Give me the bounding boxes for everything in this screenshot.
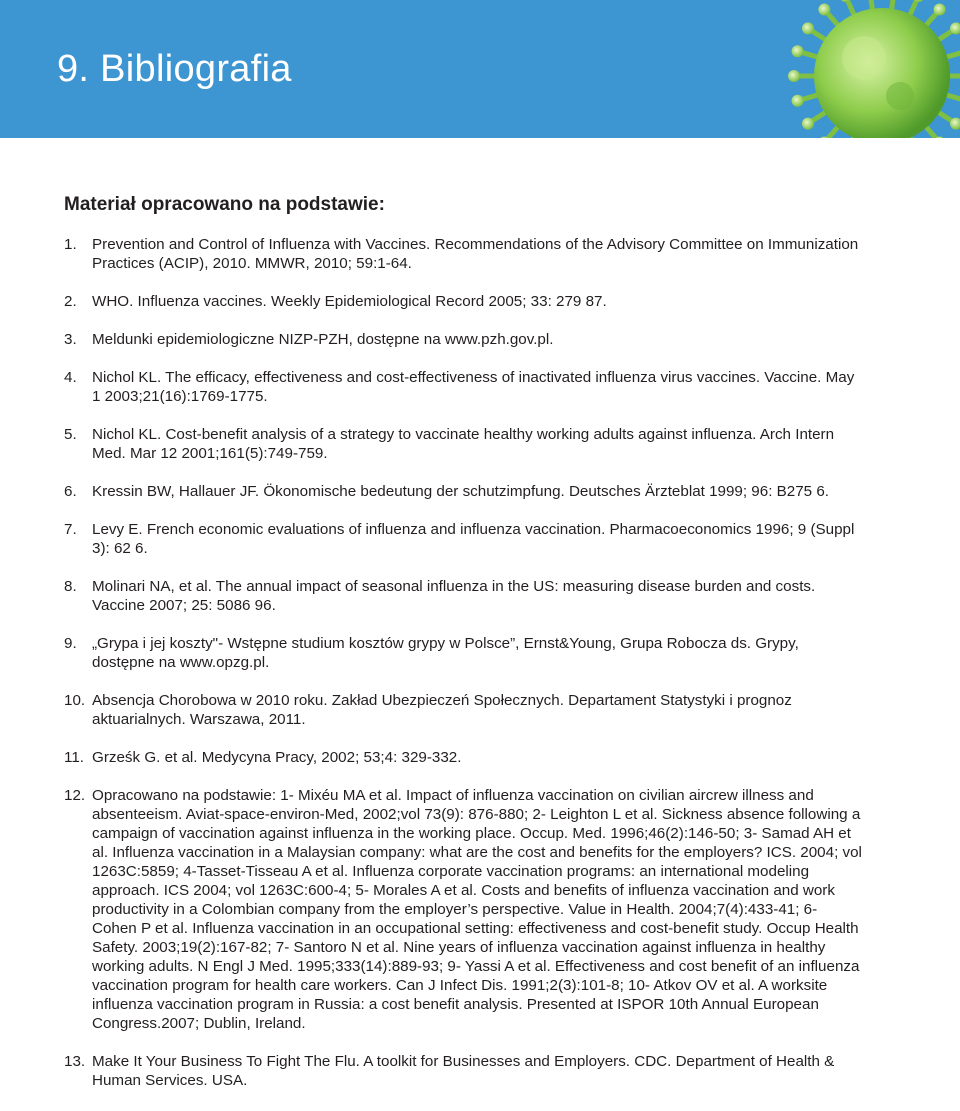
reference-item — [64, 634, 864, 672]
reference-item — [64, 425, 864, 463]
reference-number: 2. — [64, 293, 77, 310]
reference-text: „Grypa i jej koszty"- Wstępne studium kosztów grypy w Polsce”, Ernst&Young, Grupa Robocza ds. Grypy, dostępne na www.opzg.pl. — [92, 635, 799, 671]
reference-item — [64, 292, 864, 311]
reference-item — [64, 691, 864, 729]
reference-number: 1. — [64, 236, 77, 253]
reference-text: Nichol KL. The efficacy, effectiveness and cost-effectiveness of inactivated influenza virus vaccines. Vaccine. May 1 2003;21(16):1769-1775. — [92, 369, 855, 405]
reference-text: Kressin BW, Hallauer JF. Ökonomische bedeutung der schutzimpfung. Deutsches Ärzteblat 1999; 96: B275 6. — [92, 483, 829, 500]
reference-number: 3. — [64, 331, 77, 348]
reference-text: Opracowano na podstawie: 1- Mixéu MA et al. Impact of influenza vaccination on civilian aircrew illness and absenteeism. Aviat-space-environ-Med, 2002;vol 73(9): 876-880; 2- Leighton L et al. Sickness absence following a campaign of vaccination against influenza in the working place. Occup. Med. 1996;46(2):146-50; 3- Samad AH et al. Influenza vaccination in a Malaysian company: what are the cost and benefits for the employers? ICS. 2004; vol 1263C:5859; 4-Tasset-Tisseau A et al. Influenza corporate vaccination programs: an international modeling approach. ICS 2004; vol 1263C:600-4; 5- Morales A et al. Costs and benefits of influenza vaccination and work productivity in a Colombian company from the employer’s perspective. Value in Health. 2004;7(4):433-41; 6- Cohen P et al. Influenza vaccination in an occupational setting: effectiveness and cost-benefit study. Occup Health Safety. 2003;19(2):167-82; 7- Santoro N et al. Nine years of influenza vaccination against influenza in healthy working adults. N Engl J Med. 1995;333(14):889-93; 9- Yassi A et al. Effectiveness and cost benefit of an influenza vaccination program for health care workers. Can J Infect Dis. 1991;2(3):101-8; 10- Atkov OV et al. A worksite influenza vaccination program in Russia: a cost benefit analysis. Presented at ISPOR 10th Annual European Congress.2007; Dublin, Ireland. — [92, 787, 862, 1032]
reference-number: 6. — [64, 483, 77, 500]
reference-text: WHO. Influenza vaccines. Weekly Epidemiological Record 2005; 33: 279 87. — [92, 293, 607, 310]
reference-text: Nichol KL. Cost-benefit analysis of a strategy to vaccinate healthy working adults against influenza. Arch Intern Med. Mar 12 2001;161(5):749-759. — [92, 426, 835, 462]
reference-item — [64, 482, 864, 501]
section-title: Materiał opracowano na podstawie: — [64, 194, 385, 215]
reference-item — [64, 748, 864, 767]
header-banner — [0, 0, 960, 138]
reference-number: 5. — [64, 426, 77, 443]
reference-text: Grześk G. et al. Medycyna Pracy, 2002; 53;4: 329-332. — [92, 749, 462, 766]
reference-item — [64, 520, 864, 558]
reference-item — [64, 330, 864, 349]
reference-item — [64, 1052, 864, 1090]
reference-number: 10. — [64, 692, 86, 709]
reference-number: 7. — [64, 521, 77, 538]
reference-item — [64, 577, 864, 615]
reference-item — [64, 235, 864, 273]
reference-text: Molinari NA, et al. The annual impact of seasonal influenza in the US: measuring disease burden and costs. Vaccine 2007; 25: 5086 96. — [92, 578, 816, 614]
reference-text: Make It Your Business To Fight The Flu. A toolkit for Businesses and Employers. CDC. Department of Health & Human Services. USA. — [92, 1053, 835, 1089]
reference-number: 9. — [64, 635, 77, 652]
reference-list — [64, 235, 864, 1090]
reference-text: Meldunki epidemiologiczne NIZP-PZH, dostępne na www.pzh.gov.pl. — [92, 331, 554, 348]
reference-item — [64, 786, 864, 1033]
reference-text: Absencja Chorobowa w 2010 roku. Zakład Ubezpieczeń Społecznych. Departament Statystyki i prognoz aktuarialnych. Warszawa, 2011. — [92, 692, 792, 728]
reference-number: 4. — [64, 369, 77, 386]
reference-number: 13. — [64, 1053, 86, 1070]
reference-number: 8. — [64, 578, 77, 595]
reference-number: 12. — [64, 787, 86, 804]
virus-icon — [782, 0, 960, 138]
page-title: 9. Bibliografia — [57, 48, 292, 90]
reference-item — [64, 368, 864, 406]
reference-text: Levy E. French economic evaluations of influenza and influenza vaccination. Pharmacoeconomics 1996; 9 (Suppl 3): 62 6. — [92, 521, 855, 557]
reference-text: Prevention and Control of Influenza with Vaccines. Recommendations of the Advisory Committee on Immunization Practices (ACIP), 2010. MMWR, 2010; 59:1-64. — [92, 236, 859, 272]
reference-number: 11. — [64, 749, 84, 766]
